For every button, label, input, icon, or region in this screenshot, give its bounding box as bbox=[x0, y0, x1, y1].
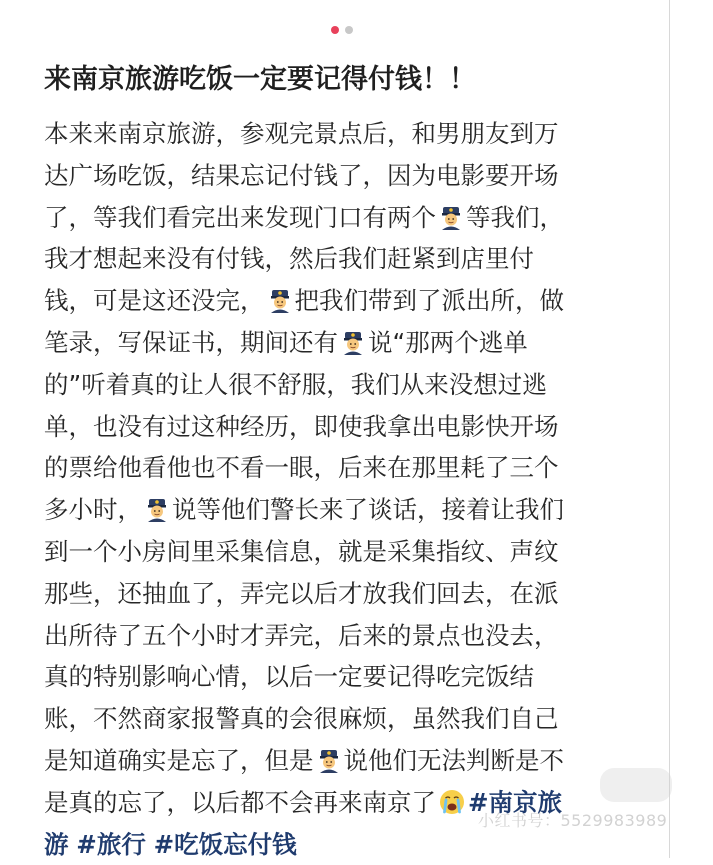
crying-face-icon bbox=[438, 788, 466, 816]
body-line: 到一个小房间里采集信息，就是采集指纹、声纹 bbox=[44, 536, 559, 566]
body-text: 笔录，写保证书，期间还有 bbox=[44, 327, 338, 357]
hashtag-link[interactable]: #旅行 bbox=[76, 829, 146, 859]
body-text: 把我们带到了派出所，做 bbox=[294, 286, 564, 316]
body-text: 说“那两个逃单 bbox=[368, 327, 528, 357]
hashtag-link[interactable]: 游 bbox=[44, 829, 69, 859]
police-officer-icon bbox=[340, 329, 366, 355]
body-line: 达广场吃饭，结果忘记付钱了，因为电影要开场 bbox=[44, 160, 559, 190]
body-line bbox=[44, 489, 644, 531]
body-line bbox=[44, 740, 644, 782]
police-officer-icon bbox=[144, 496, 170, 522]
body-text: 多小时， bbox=[44, 495, 142, 525]
image-pagination-dots bbox=[331, 26, 353, 34]
body-line: 那些，还抽血了，弄完以后才放我们回去，在派 bbox=[44, 578, 559, 608]
hashtag-link[interactable]: #吃饭忘付钱 bbox=[153, 829, 297, 859]
body-text: 是真的忘了，以后都不会再来南京了 bbox=[44, 787, 436, 817]
body-line bbox=[44, 322, 644, 364]
body-text: 等我们， bbox=[466, 202, 564, 232]
body-line: 真的特别影响心情，以后一定要记得吃完饭结 bbox=[44, 662, 534, 692]
body-line: 单，也没有过这种经历，即使我拿出电影快开场 bbox=[44, 411, 559, 441]
body-line bbox=[44, 280, 644, 322]
body-text: 说他们无法判断是不 bbox=[343, 745, 564, 775]
body-line: 出所待了五个小时才弄完，后来的景点也没去， bbox=[44, 620, 559, 650]
pagination-dot[interactable] bbox=[345, 26, 353, 34]
body-text: 钱，可是这还没完， bbox=[44, 286, 265, 316]
watermark-logo bbox=[600, 768, 672, 802]
pagination-dot-active[interactable] bbox=[331, 26, 339, 34]
body-line: 的票给他看他也不看一眼，后来在那里耗了三个 bbox=[44, 453, 559, 483]
watermark-text: 小红书号：5529983989 bbox=[478, 811, 668, 830]
hashtag-link[interactable]: #南京旅 bbox=[468, 787, 563, 817]
body-text: 是知道确实是忘了，但是 bbox=[44, 745, 314, 775]
body-line: 本来来南京旅游，参观完景点后，和男朋友到万 bbox=[44, 119, 559, 148]
page-edge-divider bbox=[669, 0, 670, 858]
police-officer-icon bbox=[267, 287, 293, 313]
post-body bbox=[44, 113, 644, 865]
body-line: 账，不然商家报警真的会很麻烦，虽然我们自己 bbox=[44, 704, 559, 734]
police-officer-icon bbox=[438, 204, 464, 230]
body-line bbox=[44, 197, 644, 239]
body-line: 的”听着真的让人很不舒服，我们从来没想过逃 bbox=[44, 369, 547, 399]
post-title: 来南京旅游吃饭一定要记得付钱！！ bbox=[44, 64, 476, 95]
body-text: 了，等我们看完出来发现门口有两个 bbox=[44, 202, 436, 232]
police-officer-icon bbox=[316, 747, 342, 773]
body-line: 我才想起来没有付钱，然后我们赶紧到店里付 bbox=[44, 244, 534, 274]
body-text: 说等他们警长来了谈话，接着让我们 bbox=[172, 495, 564, 525]
